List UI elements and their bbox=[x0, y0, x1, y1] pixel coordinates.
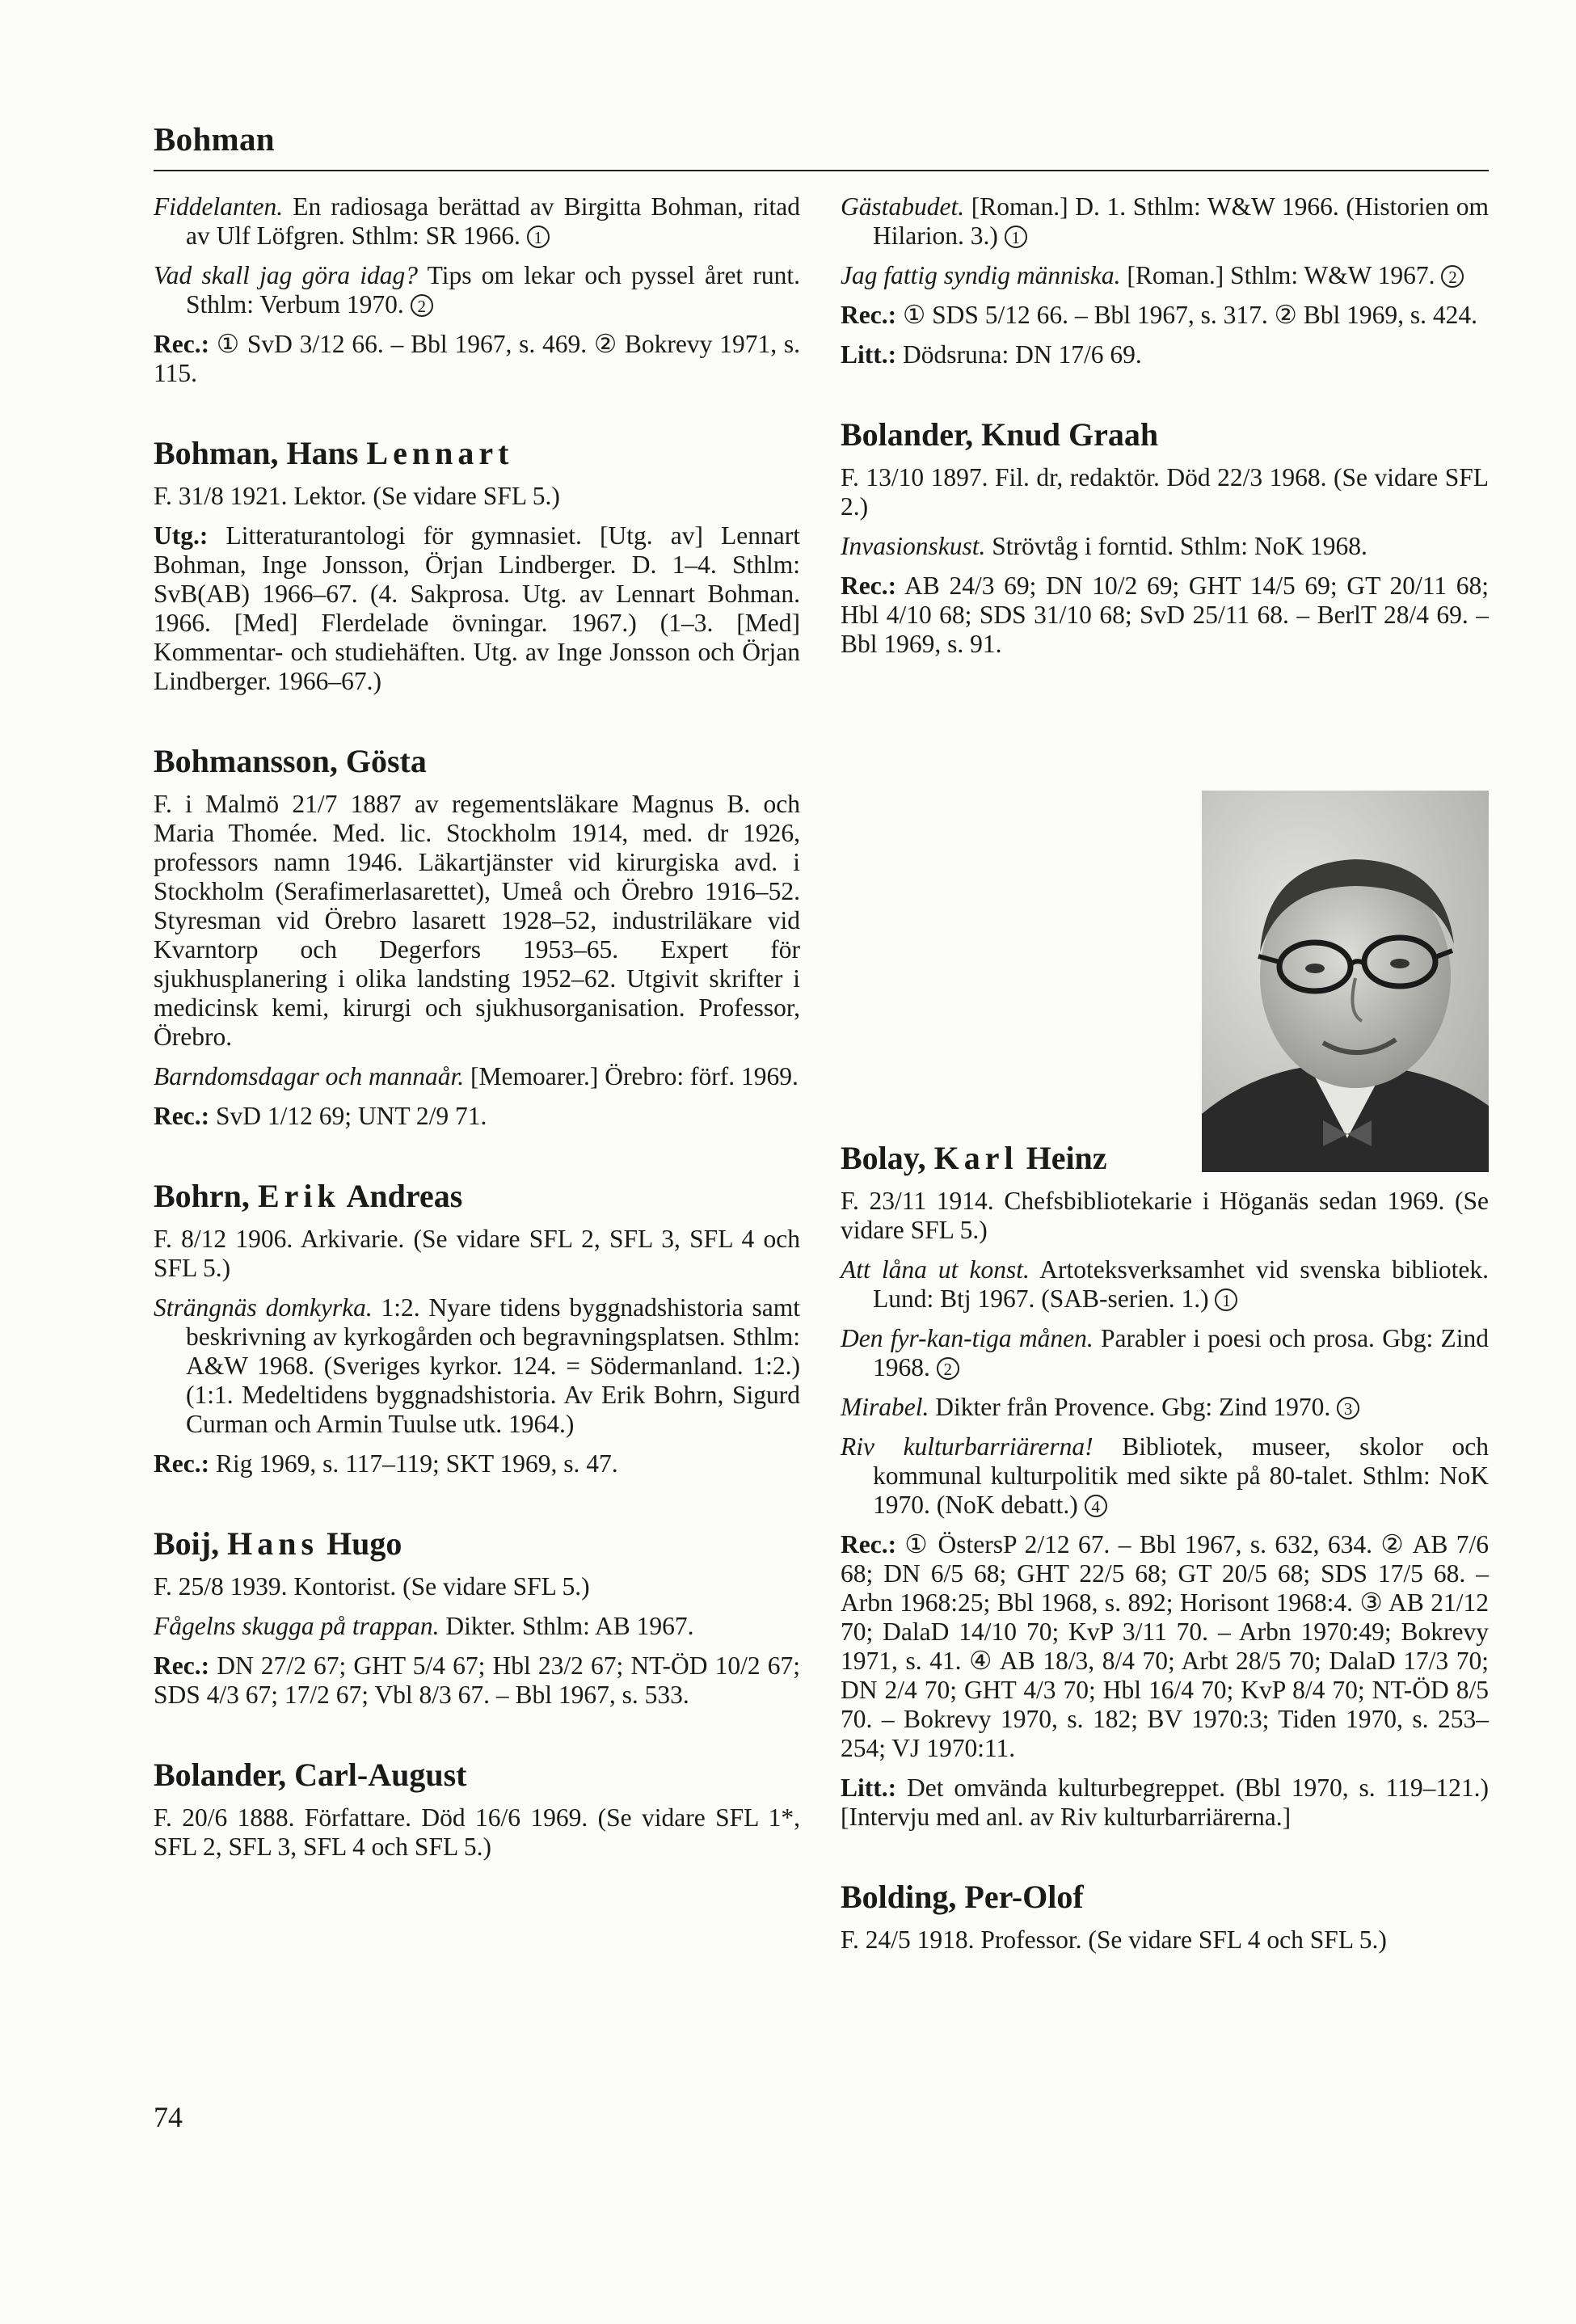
portrait-illustration bbox=[1202, 791, 1489, 1172]
reference-label: Rec.: bbox=[841, 1530, 897, 1558]
work-title: Vad skall jag göra idag? bbox=[154, 261, 419, 289]
reference-paragraph bbox=[154, 1651, 800, 1710]
reference-label: Rec.: bbox=[841, 572, 897, 600]
header-rule bbox=[154, 170, 1489, 171]
entry-heading-name: Boij, bbox=[154, 1525, 228, 1562]
entry-heading-name: Bohmansson, Gösta bbox=[154, 743, 427, 779]
entry-heading bbox=[154, 1525, 800, 1563]
bibliography-item bbox=[841, 1393, 1489, 1422]
reference-text: Rig 1969, s. 117–119; SKT 1969, s. 47. bbox=[209, 1449, 618, 1478]
entry-heading bbox=[154, 1757, 800, 1794]
entry-heading-given-name: Erik bbox=[257, 1178, 340, 1214]
entry-heading-name: Bohman, Hans bbox=[154, 435, 367, 471]
entry-heading-rest: Hugo bbox=[318, 1525, 402, 1562]
work-details: [Roman.] Sthlm: W&W 1967. bbox=[1120, 261, 1442, 289]
entry-heading-rest: Heinz bbox=[1018, 1140, 1107, 1176]
reference-label: Utg.: bbox=[154, 521, 209, 550]
bio-paragraph: F. 31/8 1921. Lektor. (Se vidare SFL 5.) bbox=[154, 482, 560, 510]
reference-paragraph bbox=[841, 572, 1489, 659]
entry bbox=[154, 743, 800, 1131]
entry-heading-given-name: Hans bbox=[227, 1525, 319, 1562]
bio-paragraph: F. 25/8 1939. Kontorist. (Se vidare SFL 5.) bbox=[154, 1572, 590, 1601]
work-title: Strängnäs domkyrka. bbox=[154, 1293, 373, 1322]
work-details: Tips om lekar och pyssel året runt. Sthlm: Verbum 1970. bbox=[186, 261, 800, 318]
reference-label: Rec.: bbox=[154, 330, 210, 358]
bio-paragraph: F. 23/11 1914. Chefsbibliotekarie i Höganäs sedan 1969. (Se vidare SFL 5.) bbox=[841, 1187, 1489, 1244]
reference-label: Rec.: bbox=[154, 1102, 210, 1130]
page-number: 74 bbox=[154, 2101, 183, 2133]
reference-paragraph bbox=[154, 1102, 800, 1131]
reference-number-badge: 1 bbox=[1005, 226, 1027, 248]
reference-number-badge: 3 bbox=[1337, 1397, 1359, 1419]
reference-paragraph bbox=[154, 330, 800, 388]
reference-text: DN 27/2 67; GHT 5/4 67; Hbl 23/2 67; NT-ÖD 10/2 67; SDS 4/3 67; 17/2 67; Vbl 8/3 67. – Bbl 1967, s. 533. bbox=[154, 1651, 800, 1709]
running-head: Bohman bbox=[154, 120, 275, 158]
entry-heading-rest: Andreas bbox=[339, 1178, 463, 1214]
reference-text: ① ÖstersP 2/12 67. – Bbl 1967, s. 632, 634. ② AB 7/6 68; DN 6/5 68; GHT 22/5 68; GT 20/5 68; SDS 17/5 68. – Arbn 1968:25; Bbl 1968, s. 892; Horisont 1968:4. ③ AB 21/12 70; DalaD 14/10 70; KvP 3/11 70. – Arbn 1970:49; Bokrevy 1971, s. 41. ④ AB 18/3, 8/4 70; Arbt 28/5 70; DalaD 17/3 70; DN 2/4 70; GHT 4/3 70; Hbl 16/4 70; KvP 8/4 70; NT-ÖD 8/5 70. – Bokrevy 1970, s. 182; BV 1970:3; Tiden 1970, s. 253–254; VJ 1970:11. bbox=[841, 1530, 1489, 1762]
reference-text: ① SvD 3/12 66. – Bbl 1967, s. 469. ② Bokrevy 1971, s. 115. bbox=[154, 330, 800, 387]
bio-paragraph: F. 20/6 1888. Författare. Död 16/6 1969. (Se vidare SFL 1*, SFL 2, SFL 3, SFL 4 och SFL 5.) bbox=[154, 1803, 800, 1861]
bio-paragraph: F. 8/12 1906. Arkivarie. (Se vidare SFL 2, SFL 3, SFL 4 och SFL 5.) bbox=[154, 1225, 800, 1282]
reference-paragraph bbox=[154, 1449, 800, 1478]
entry bbox=[841, 1879, 1489, 1955]
work-title: Gästabudet. bbox=[841, 192, 965, 221]
entry bbox=[154, 435, 800, 696]
reference-paragraph bbox=[154, 521, 800, 696]
entry bbox=[841, 192, 1489, 369]
entry bbox=[841, 416, 1489, 659]
work-details: En radiosaga berättad av Birgitta Bohman, ritad av Ulf Löfgren. Sthlm: SR 1966. bbox=[186, 192, 800, 250]
bibliography-item bbox=[841, 261, 1489, 290]
reference-number-badge: 2 bbox=[937, 1357, 959, 1380]
entry bbox=[154, 1757, 800, 1862]
reference-paragraph bbox=[841, 1774, 1489, 1832]
reference-text: Dödsruna: DN 17/6 69. bbox=[896, 340, 1142, 369]
work-details: [Memoarer.] Örebro: förf. 1969. bbox=[464, 1062, 799, 1090]
work-details: Dikter från Provence. Gbg: Zind 1970. bbox=[929, 1393, 1338, 1421]
bibliography-item bbox=[841, 1255, 1489, 1314]
work-details: Artoteksverksamhet vid svenska bibliotek. Lund: Btj 1967. (SAB-serien. 1.) bbox=[873, 1255, 1489, 1313]
entry bbox=[154, 1178, 800, 1478]
portrait-photo-icon bbox=[1202, 791, 1489, 1172]
reference-label: Litt.: bbox=[841, 1774, 897, 1802]
right-column-top bbox=[841, 192, 1489, 706]
left-column bbox=[154, 192, 800, 1909]
reference-text: ① SDS 5/12 66. – Bbl 1967, s. 317. ② Bbl 1969, s. 424. bbox=[896, 301, 1478, 329]
work-title: Barndomsdagar och mannaår. bbox=[154, 1062, 465, 1090]
reference-number-badge: 2 bbox=[411, 294, 433, 317]
work-details: Parabler i poesi och prosa. Gbg: Zind 1968. bbox=[873, 1324, 1489, 1381]
work-details: Strövtåg i forntid. Sthlm: NoK 1968. bbox=[985, 532, 1367, 560]
bio-paragraph: F. i Malmö 21/7 1887 av regementsläkare Magnus B. och Maria Thomée. Med. lic. Stockholm 1914, med. dr 1926, professors namn 1946. Läkartjänster vid kirurgiska avd. i Stockholm (Serafimerlasarettet), Umeå och Örebro 1916–52. Styresman vid Örebro lasarett 1928–52, industriläkare vid Kvarntorp och Degerfors 1953–65. Expert för sjukhusplanering i olika landsting 1952–62. Utgivit skrifter i medicinsk kemi, kirurgi och sjukhusorganisation. Professor, Örebro. bbox=[154, 790, 800, 1051]
work-details: Dikter. Sthlm: AB 1967. bbox=[439, 1612, 694, 1640]
entry-heading-name: Bolander, Knud Graah bbox=[841, 416, 1159, 453]
bio-paragraph: F. 24/5 1918. Professor. (Se vidare SFL 4 och SFL 5.) bbox=[841, 1925, 1387, 1954]
work-title: Fågelns skugga på trappan. bbox=[154, 1612, 440, 1640]
bibliography-item bbox=[841, 1324, 1489, 1382]
reference-text: Litteraturantologi för gymnasiet. [Utg. av] Lennart Bohman, Inge Jonsson, Örjan Lindberger. D. 1–4. Sthlm: SvB(AB) 1966–67. (4. Sakprosa. Utg. av Lennart Bohman. 1966. [Med] Flerdelade övningar. 1967.) (1–3. [Med] Kommentar- och studiehäften. Utg. av Inge Jonsson och Örjan Lindberger. 1966–67.) bbox=[154, 521, 800, 695]
entry-heading bbox=[841, 416, 1489, 453]
work-title: Invasionskust. bbox=[841, 532, 986, 560]
reference-label: Rec.: bbox=[154, 1449, 210, 1478]
entry-heading bbox=[154, 435, 800, 472]
entry-heading-name: Bohrn, bbox=[154, 1178, 258, 1214]
reference-label: Rec.: bbox=[154, 1651, 210, 1680]
reference-paragraph bbox=[841, 340, 1489, 369]
reference-label: Rec.: bbox=[841, 301, 897, 329]
work-title: Att låna ut konst. bbox=[841, 1255, 1030, 1284]
bibliography-item bbox=[154, 1612, 800, 1641]
entry bbox=[154, 1525, 800, 1710]
entry-heading-name: Bolay, bbox=[841, 1140, 934, 1176]
work-title: Mirabel. bbox=[841, 1393, 929, 1421]
reference-text: AB 24/3 69; DN 10/2 69; GHT 14/5 69; GT 20/11 68; Hbl 4/10 68; SDS 31/10 68; SvD 25/11 68. – BerlT 28/4 69. – Bbl 1969, s. 91. bbox=[841, 572, 1489, 658]
entry-heading-name: Bolander, Carl-August bbox=[154, 1757, 467, 1793]
entry bbox=[154, 192, 800, 388]
reference-text: Det omvända kulturbegreppet. (Bbl 1970, s. 119–121.) [Intervju med anl. av Riv kulturbarriärerna.] bbox=[841, 1774, 1489, 1831]
entry-heading-given-name: Karl bbox=[933, 1140, 1018, 1176]
bibliography-item bbox=[154, 1293, 800, 1439]
work-title: Fiddelanten. bbox=[154, 192, 284, 221]
work-details: [Roman.] D. 1. Sthlm: W&W 1966. (Historien om Hilarion. 3.) bbox=[873, 192, 1489, 250]
reference-paragraph bbox=[841, 1530, 1489, 1763]
work-title: Den fyr-kan-tiga månen. bbox=[841, 1324, 1094, 1352]
entry bbox=[841, 1140, 1489, 1832]
bibliography-item bbox=[154, 1062, 800, 1091]
bibliography-item bbox=[154, 261, 800, 319]
entry-heading-name: Bolding, Per-Olof bbox=[841, 1879, 1084, 1915]
reference-number-badge: 2 bbox=[1441, 265, 1464, 288]
bibliography-item bbox=[841, 1432, 1489, 1520]
entry-heading bbox=[154, 743, 800, 780]
reference-number-badge: 1 bbox=[527, 226, 550, 248]
work-title: Riv kulturbarriärerna! bbox=[841, 1432, 1094, 1461]
entry-heading-given-name: Lennart bbox=[366, 435, 514, 471]
bibliography-item bbox=[841, 532, 1489, 561]
reference-number-badge: 1 bbox=[1215, 1289, 1237, 1311]
reference-label: Litt.: bbox=[841, 340, 897, 369]
work-title: Jag fattig syndig människa. bbox=[841, 261, 1121, 289]
entry-heading bbox=[841, 1879, 1489, 1916]
reference-text: SvD 1/12 69; UNT 2/9 71. bbox=[209, 1102, 487, 1130]
entry-heading bbox=[154, 1178, 800, 1215]
bibliography-item bbox=[841, 192, 1489, 251]
right-column-bottom bbox=[841, 1140, 1489, 2001]
work-details: 1:2. Nyare tidens byggnadshistoria samt beskrivning av kyrkogården och begravningsplatsen. Sthlm: A&W 1968. (Sveriges kyrkor. 124. = Södermanland. 1:2.) (1:1. Medeltidens byggnadshistoria. Av Erik Bohrn, Sigurd Curman och Armin Tuulse utk. 1964.) bbox=[186, 1293, 800, 1438]
bibliography-item bbox=[154, 192, 800, 251]
reference-paragraph bbox=[841, 301, 1489, 330]
reference-number-badge: 4 bbox=[1085, 1495, 1107, 1517]
bio-paragraph: F. 13/10 1897. Fil. dr, redaktör. Död 22/3 1968. (Se vidare SFL 2.) bbox=[841, 463, 1489, 521]
work-details: Bibliotek, museer, skolor och kommunal kulturpolitik med sikte på 80-talet. Sthlm: NoK 1970. (NoK debatt.) bbox=[873, 1432, 1489, 1519]
